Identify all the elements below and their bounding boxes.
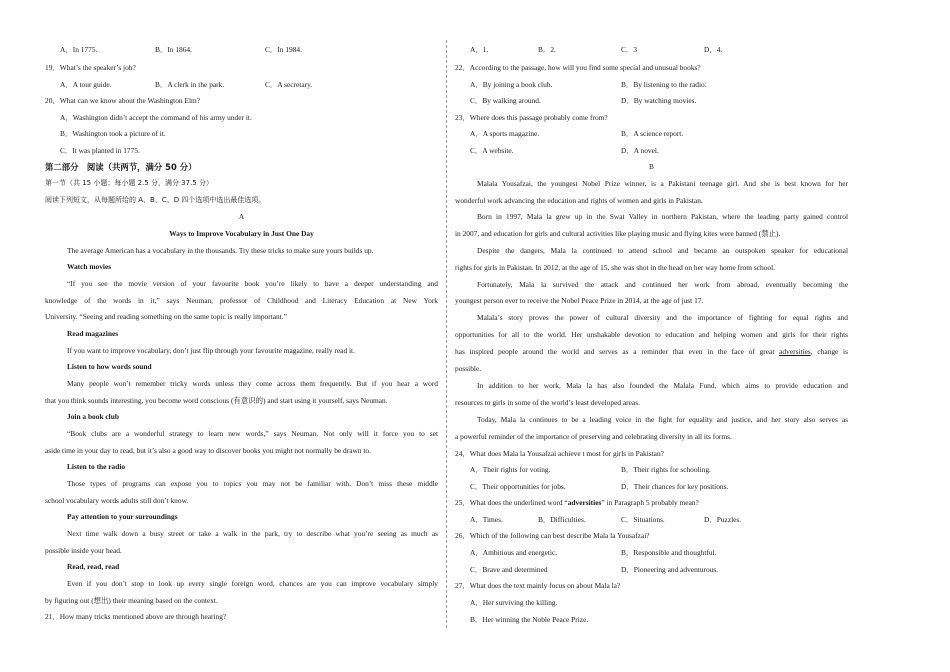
- q26-options: [470, 549, 716, 556]
- bold-word: adversities: [567, 498, 602, 507]
- paragraph-line: Today, Mala la continues to be a leading voice in the fight for equality and justice, and her story also serves as: [477, 415, 848, 424]
- paragraph-line: possible.: [455, 364, 482, 373]
- paragraph-line: in 2007, and education for girls and cultural activities like playing music and flying kites were banned (禁止).: [455, 229, 781, 238]
- paragraph-line: “Book clubs are a wonderful strategy to learn new words,” says Neuman. Not only will it force you to set: [67, 429, 438, 438]
- option-d: D．By watching movies.: [621, 96, 697, 105]
- option-c: C．In 1984.: [265, 45, 302, 54]
- text-segment: ” in Paragraph 5 probably mean?: [601, 498, 699, 507]
- paragraph-line: Fortunately, Mala la survived the attack and continued her work from abroad, eventually becoming the: [477, 280, 848, 289]
- option-a: A．By joining a book club.: [470, 80, 553, 89]
- paragraph-line: Next time walk down a busy street or take a walk in the park, try to describe what you’re seeing as much as: [67, 529, 438, 538]
- question-21: 21．How many tricks mentioned above are through hearing?: [45, 612, 227, 621]
- paragraph-line: school vocabulary words adults still don’t know.: [45, 496, 189, 505]
- q27-option-b: B．Her winning the Noble Peace Prize.: [470, 615, 589, 624]
- q22-options: [470, 81, 707, 88]
- option-c: C．A website.: [470, 146, 514, 155]
- heading-surroundings: Pay attention to your surroundings: [67, 512, 178, 521]
- question-23: 23．Where does this passage probably come from?: [455, 113, 608, 122]
- underlined-word: adversities: [779, 347, 811, 356]
- left-column: [45, 0, 438, 672]
- q24-options-2: [470, 483, 728, 490]
- paragraph-line: rights for girls in Pakistan. In 2012, at the age of 15, she was shot in the head on her way home from school.: [455, 263, 775, 272]
- paragraph-line: opportunities for all to the world. Her unshakable devotion to education and helping women and girls for their rights: [455, 330, 848, 339]
- heading-book-club: Join a book club: [67, 412, 119, 421]
- paragraph-line: Despite the dangers, Mala la continued to attend school and became an outspoken speaker for educational: [477, 246, 848, 255]
- paragraph-line: Many people won’t remember tricky words unless they come across them frequently. But if you hear a word: [67, 379, 438, 388]
- option-b: B．In 1864.: [155, 45, 192, 54]
- option-d: D．A novel.: [621, 146, 659, 155]
- option-c: C．Their opportunities for jobs.: [470, 482, 566, 491]
- q21-options: [470, 46, 722, 53]
- q18-options: [60, 46, 302, 53]
- section-1-info: 第一节（共 15 小题；每小题 2.5 分，满分 37.5 分）: [45, 179, 213, 187]
- question-26: 26．Which of the following can best describe Mala la Yousafzai?: [455, 531, 650, 540]
- paragraph-line: [455, 348, 848, 355]
- paragraph-line: Born in 1997, Mala la grew up in the Swat Valley in northern Pakistan, where the leading party gained control: [477, 212, 848, 221]
- paragraph-line: resources to girls in some of the world’s least developed areas.: [455, 398, 640, 407]
- question-25: [455, 499, 699, 506]
- q20-option-c: C．It was planted in 1775.: [60, 146, 140, 155]
- heading-read-magazines: Read magazines: [67, 329, 119, 338]
- paragraph-line: a powerful reminder of the importance of preserving and celebrating diversity in all its forms.: [455, 432, 732, 441]
- paragraph-line: “If you see the movie version of your favourite book you’re likely to have a deeper understanding and: [67, 279, 438, 288]
- passage-a-intro: The average American has a vocabulary in the thousands. Try these tricks to make sure yours builds up.: [67, 246, 374, 255]
- option-d: D．4.: [704, 45, 723, 54]
- column-divider: [446, 40, 447, 628]
- option-c: C．Brave and determined: [470, 565, 548, 574]
- option-b: B．By listening to the radio.: [621, 80, 707, 89]
- paragraph-line: Malala Yousafzai, the youngest Nobel Prize winner, is a Pakistani teenage girl. And she is best known for her: [477, 179, 848, 188]
- heading-read-read-read: Read, read, read: [67, 562, 120, 571]
- q26-options-2: [470, 566, 718, 573]
- text-segment: has inspired people around the world and serves as a reminder that even in the face of great: [455, 347, 775, 356]
- option-b: B．Their rights for schooling.: [621, 465, 711, 474]
- paragraph-line: that you think sounds interesting, you become word conscious (有意识的) and start using it yourself, says Neuman.: [45, 396, 388, 405]
- q22-options-2: [470, 97, 696, 104]
- reading-instructions: 阅读下列短文，从每题所给的 A、B、C、D 四个选项中选出最佳选项。: [45, 196, 266, 204]
- paragraph-line: University. “Seeing and reading something on the same topic is really important.”: [45, 312, 287, 321]
- q23-options: [470, 130, 683, 137]
- paragraph-line: possible inside your head.: [45, 546, 122, 555]
- text-segment: 25．What does the underlined word “: [455, 498, 568, 507]
- passage-a-title: Ways to Improve Vocabulary in Just One Day: [169, 229, 314, 238]
- heading-listen-words: Listen to how words sound: [67, 362, 152, 371]
- question-20: 20．What can we know about the Washington Elm?: [45, 96, 201, 105]
- option-a: A．Their rights for voting.: [470, 465, 551, 474]
- paragraph-line: Those types of programs can expose you to topics you may not be familiar with. Don’t miss these middle: [67, 479, 438, 488]
- option-d: D．Pioneering and adventurous.: [621, 565, 719, 574]
- paragraph-line: In addition to her work, Mala la has also founded the Malala Fund, which aims to provide education and: [477, 381, 848, 390]
- question-27: 27．What does the text mainly focus on about Mala la?: [455, 581, 621, 590]
- q20-option-b: B．Washington took a picture of it.: [60, 129, 166, 138]
- paragraph-line: knowledge of the words in it,” says Neuman, professor of Childhood and Literacy Education at New York: [45, 296, 438, 305]
- paragraph-line: Malala’s story proves the power of cultural diversity and the importance of fighting for equal rights and: [477, 313, 848, 322]
- q24-options: [470, 466, 711, 473]
- passage-a-label: A: [238, 212, 245, 221]
- paragraph-line: Even if you don’t stop to look up every single foreign word, chances are you can improve vocabulary simply: [67, 579, 438, 588]
- question-19: 19．What’s the speaker’s job?: [45, 63, 136, 72]
- option-c: C．A secretary.: [265, 80, 313, 89]
- q19-options: [60, 81, 312, 88]
- option-d: D．Their chances for key positions.: [621, 482, 729, 491]
- q25-options: [470, 516, 741, 523]
- option-c: C．3: [621, 45, 638, 54]
- option-a: A．A sports magazine.: [470, 129, 540, 138]
- option-c: C．By walking around.: [470, 96, 541, 105]
- option-b: B．A science report.: [621, 129, 684, 138]
- right-column: [455, 0, 848, 672]
- option-a: A．1.: [470, 45, 489, 54]
- question-22: 22．According to the passage, how will you find some special and unusual books?: [455, 63, 701, 72]
- option-d: D．Puzzles.: [704, 515, 742, 524]
- paragraph-line: by figuring out (想出) their meaning based on the context.: [45, 596, 218, 605]
- option-a: A．In 1775.: [60, 45, 98, 54]
- q27-option-a: A．Her surviving the killing.: [470, 598, 558, 607]
- passage-b-label: B: [649, 162, 654, 171]
- paragraph-line: If you want to improve vocabulary, don’t just flip through your favourite magazine, really read it.: [67, 346, 355, 355]
- option-b: B．2.: [538, 45, 556, 54]
- option-b: B．Difficulties.: [538, 515, 586, 524]
- paragraph-line: aside time in your day to read, but it’s also a good way to discover books you might not normally be drawn to.: [45, 446, 371, 455]
- option-c: C．Situations.: [621, 515, 665, 524]
- part-2-title: 第二部分 阅读（共两节，满分 50 分）: [45, 162, 197, 172]
- q23-options-2: [470, 147, 659, 154]
- paragraph-line: youngest person ever to receive the Nobel Peace Prize in 2014, at the age of just 17.: [455, 296, 704, 305]
- text-segment: , change is: [810, 347, 848, 356]
- q20-option-a: A．Washington didn’t accept the command of his army under it.: [60, 113, 252, 122]
- question-24: 24．What does Mala la Yousafzai achieve t most for girls in Pakistan?: [455, 449, 664, 458]
- option-a: A．A tour guide.: [60, 80, 112, 89]
- paragraph-line: wonderful work advancing the education and rights of women and girls in Pakistan.: [455, 196, 703, 205]
- heading-watch-movies: Watch movies: [67, 262, 112, 271]
- heading-radio: Listen to the radio: [67, 462, 126, 471]
- option-b: B．Responsible and thoughtful.: [621, 548, 717, 557]
- option-a: A．Ambitious and energetic.: [470, 548, 558, 557]
- option-a: A．Times.: [470, 515, 503, 524]
- option-b: B．A clerk in the park.: [155, 80, 225, 89]
